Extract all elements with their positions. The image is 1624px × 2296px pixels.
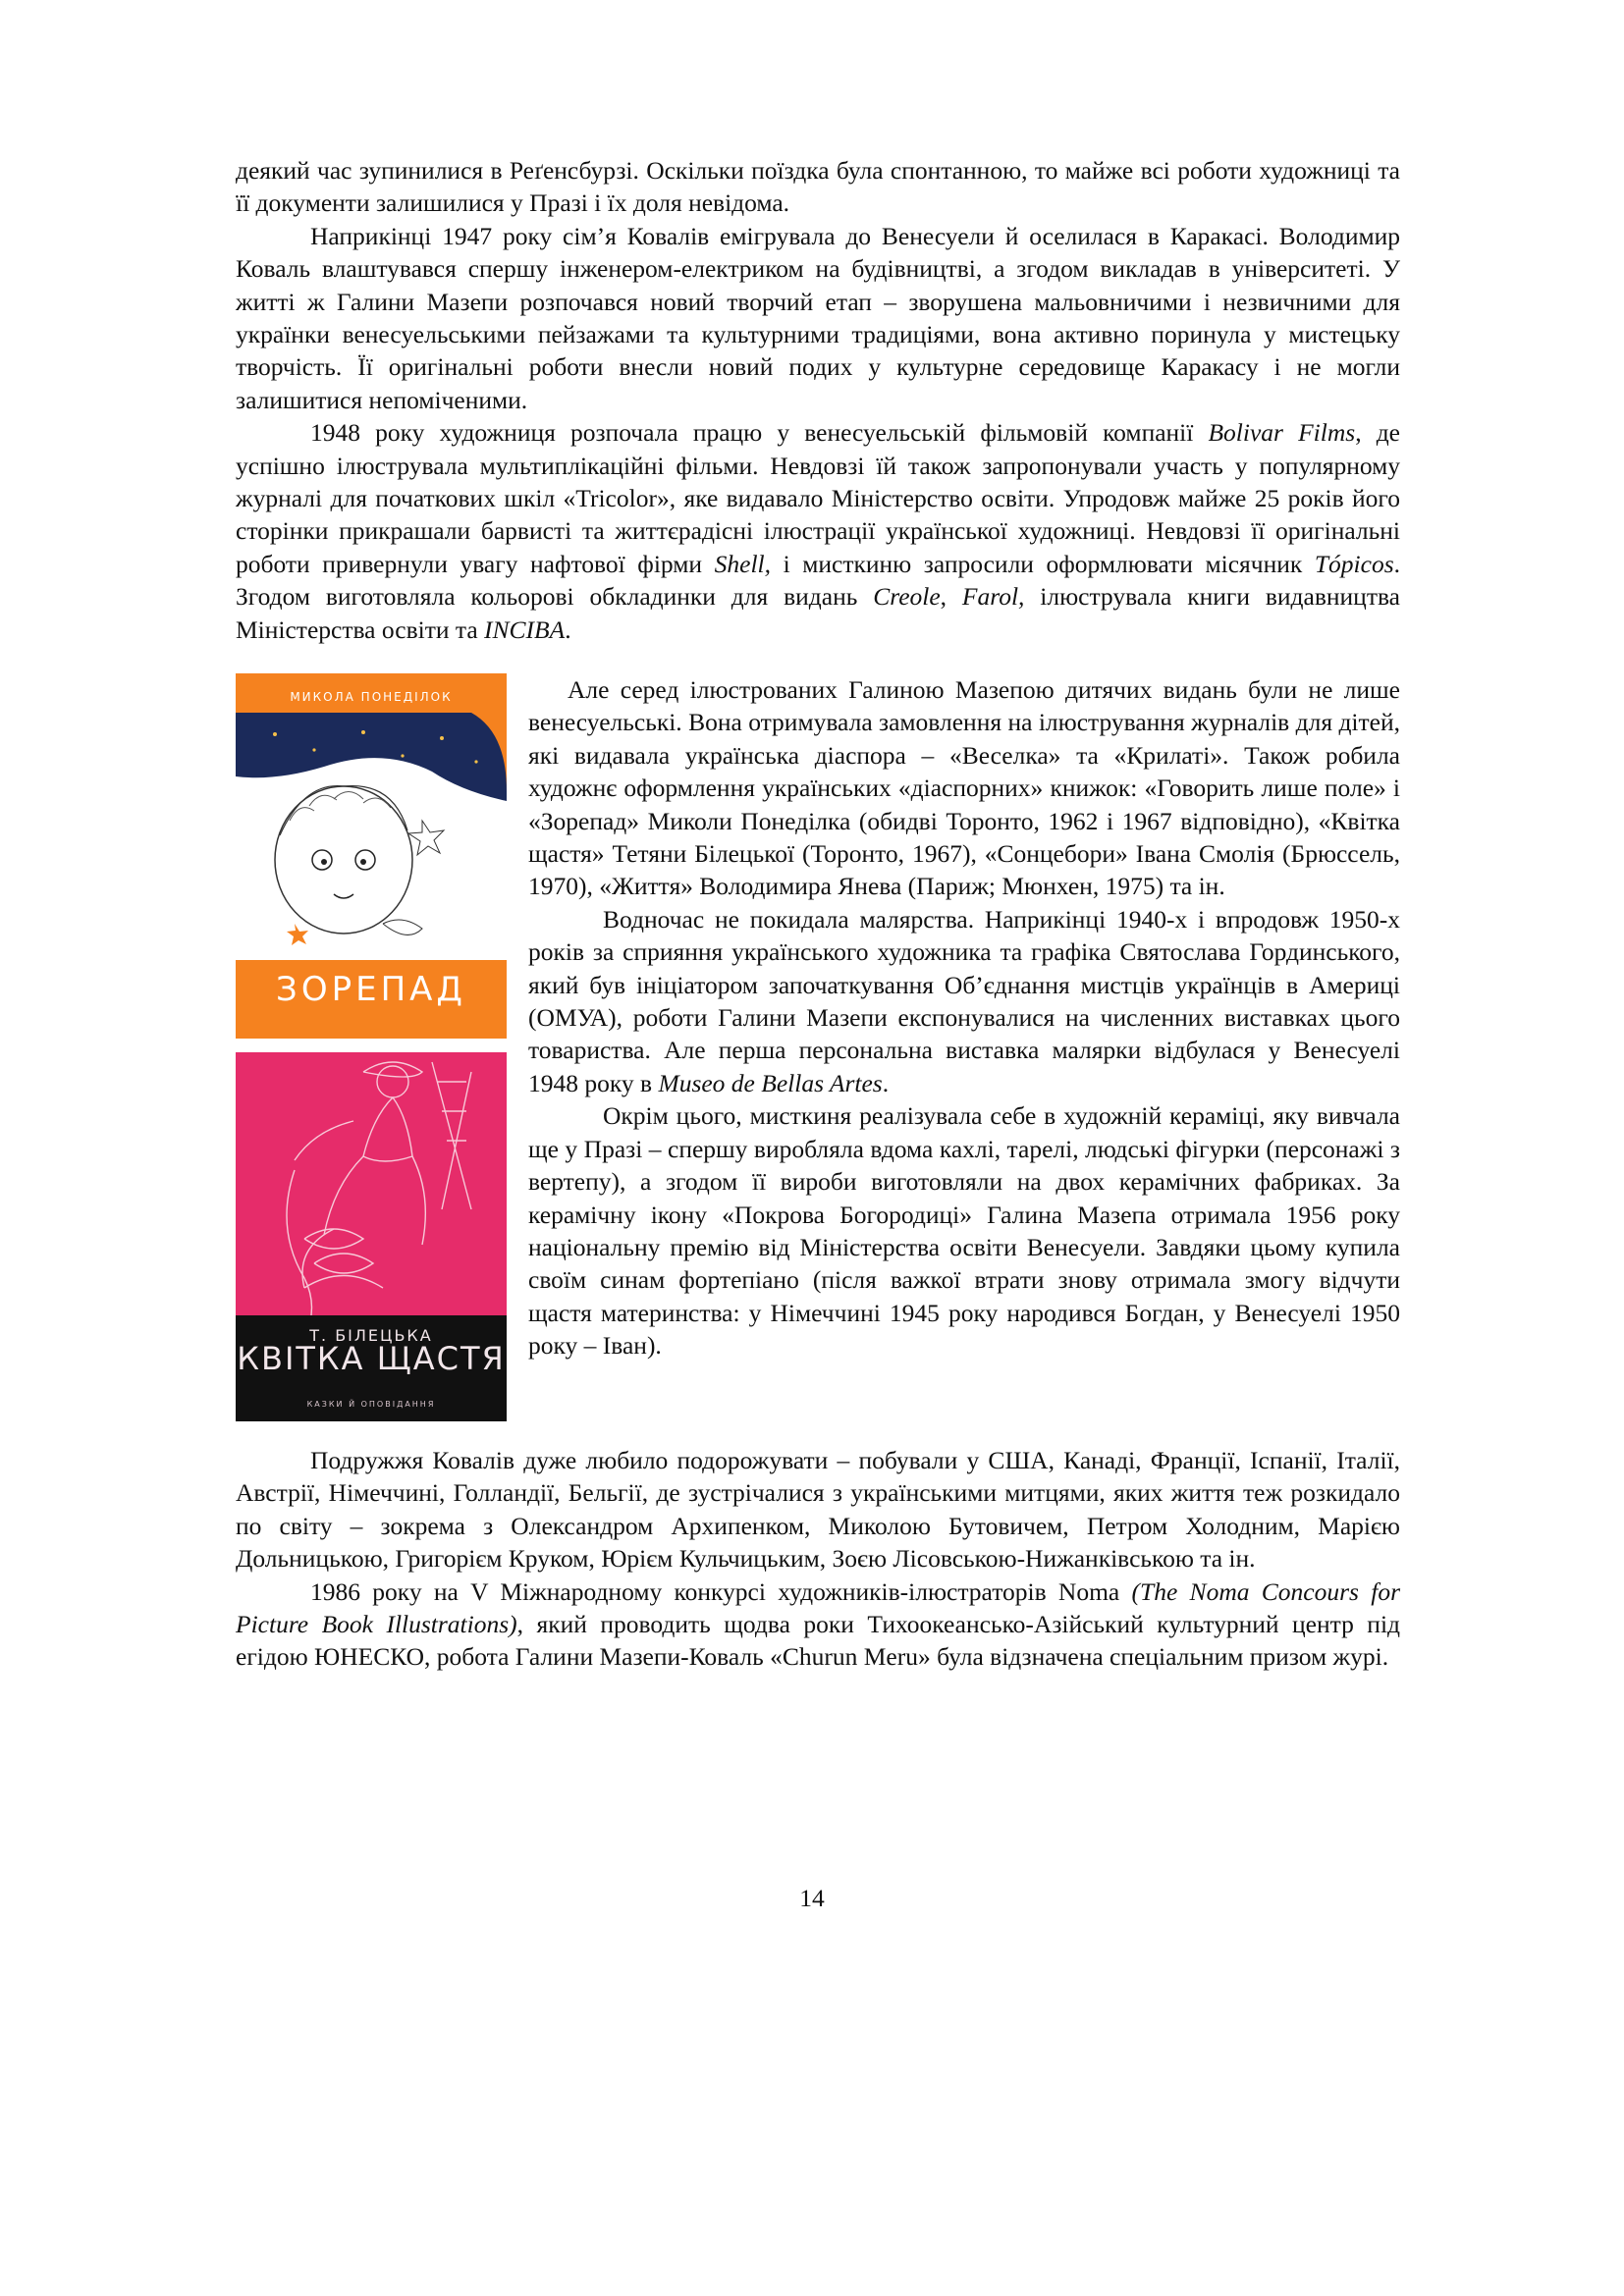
cover1-title: ЗОРЕПАД	[276, 970, 466, 1009]
cover1-author: МИКОЛА ПОНЕДІЛОК	[290, 690, 453, 704]
page-number: 14	[799, 1884, 825, 1912]
paragraph-3: 1948 року художниця розпочала працю у венесуельській фільмовій компанії Bolivar Films, де успішно ілюструвала мультиплікаційні фільми. Невдовзі їй також запропонували участь у популярному журналі для початкових шкіл «Tricolor», яке видавало Міністерство освіти. Упродовж майже 25 років його сторінки прикрашали барвисті та життєрадісні ілюстрації української художниці. Невдовзі її оригінальні роботи привернули увагу нафтової фірми Shell, і мисткиню запросили оформлювати місячник Tópicos. Згодом виготовляла кольорові обкладинки для видань Creole, Farol, ілюструвала книги видавництва Міністерства освіти та INCIBA.	[236, 418, 1401, 644]
text-with-covers	[236, 673, 1400, 1421]
cover2-author: Т. БІЛЕЦЬКА	[309, 1326, 433, 1345]
cover2-title: КВІТКА ЩАСТЯ	[237, 1340, 506, 1377]
paragraph-8: 1986 року на V Міжнародному конкурсі художників-ілюстраторів Noma (The Noma Concours for Picture Book Illustrations), який проводить щодва роки Тихоокеансько-Азійський культурний центр під егідою ЮНЕСКО, робота Галини Мазепи-Коваль «Churun Meru» була відзначена спеціальним призом журі.	[236, 1576, 1400, 1672]
paragraph-5: Водночас не покидала малярства. Наприкінці 1940-х і впродовж 1950-х років за сприяння українського художника та графіка Святослава Гординського, який був ініціатором започаткування Об’єднання мистців українців в Америці (ОМУА), роботи Галини Мазепи експонувалися на численних виставках цього товариства. Але перша персональна виставка малярки відбулася у Венесуелі 1948 року в Museo de Bellas Artes.	[528, 904, 1400, 1097]
text-block-bottom	[236, 1444, 1400, 1674]
competition-name: (The Noma Concours for Picture Book Illustrations)	[236, 1576, 1400, 1639]
paragraph-1: деякий час зупинилися в Реґенсбурзі. Оскільки поїздка була спонтанною, то майже всі роботи художниці та її документи залишилися у Празі і їх доля невідома.	[236, 156, 1400, 218]
book-cover-kvitka-shchastia	[236, 1052, 507, 1421]
company-name: Bolivar Films	[1208, 418, 1356, 448]
text-block-top	[236, 154, 1400, 646]
book-cover-zorepad	[236, 673, 507, 1039]
museum-name: Museo de Bellas Artes	[658, 1068, 883, 1097]
paragraph-7: Подружжя Ковалів дуже любило подорожувати – побували у США, Канаді, Франції, Іспанії, Італії, Австрії, Німеччині, Голландії, Бельгії, де зустрічалися з українськими митцями, яких життя теж розкидало по світу – зокрема з Олександром Архипенком, Миколою Бутовичем, Петром Холодним, Марією Дольницькою, Григорієм Круком, Юрієм Кульчицьким, Зоєю Лісовською-Нижанківською та ін.	[236, 1446, 1400, 1574]
paragraph-2: Наприкінці 1947 року сім’я Ковалів емігрувала до Венесуели й оселилася в Каракасі. Володимир Коваль влаштувався спершу інженером-електриком на будівництві, а згодом викладав в університеті. У житті ж Галини Мазепи розпочався новий творчий етап – зворушена мальовничими і незвичними для українки венесуельськими пейзажами та культурними традиціями, вона активно поринула у мистецьку творчість. Її оригінальні роботи внесли новий подих у культурне середовище Каракасу і не могли залишитися непоміченими.	[236, 221, 1400, 414]
cover2-subtitle: КАЗКИ Й ОПОВІДАННЯ	[306, 1400, 436, 1409]
paragraph-4: Але серед ілюстрованих Галиною Мазепою дитячих видань були не лише венесуельські. Вона отримувала замовлення на ілюстрування журналів для дітей, які видавала українська діаспора – «Веселка» та «Крилаті». Також робила художнє оформлення українських «діаспорних» книжок: «Говорить лише поле» і «Зорепад» Миколи Понеділка (обидві Торонто, 1962 і 1967 відповідно), «Квітка щастя» Тетяни Білецької (Торонто, 1967), «Сонцебори» Івана Смолія (Брюссель, 1970), «Життя» Володимира Янева (Париж; Мюнхен, 1975) та ін.	[528, 675, 1400, 901]
book-covers	[236, 673, 507, 1421]
paragraph-6: Окрім цього, мисткиня реалізувала себе в художній кераміці, яку вивчала ще у Празі – спершу виробляла вдома кахлі, тарелі, людські фігурки (персонажі з вертепу), а згодом її вироби виготовляли на двох керамічних фабриках. За керамічну ікону «Покрова Богородиці» Галина Мазепа отримала 1956 року національну премію від Міністерства освіти Венесуели. Завдяки цьому купила своїм синам фортепіано (після важкої втрати знову отримала змогу відчути щастя материнства: у Німеччині 1945 року народився Богдан, у Венесуелі 1950 року – Іван).	[528, 1101, 1400, 1361]
